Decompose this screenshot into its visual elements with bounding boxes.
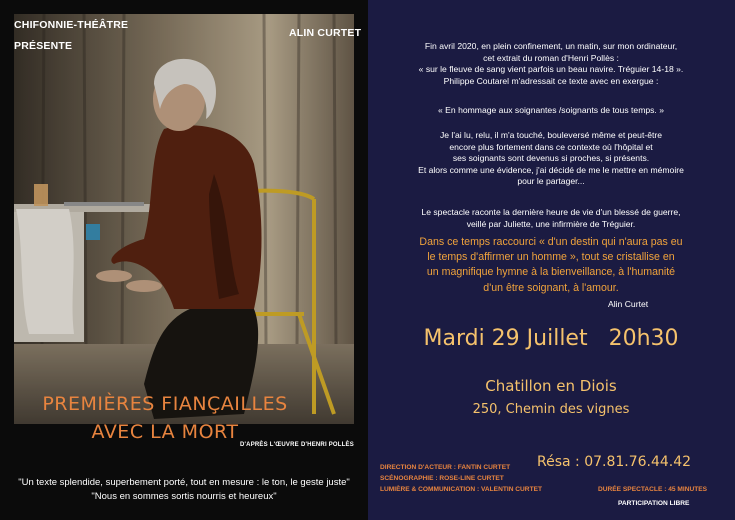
personal-line: Je l'ai lu, relu, il m'a touché, bouleversé même et peut-être — [439, 130, 663, 140]
after-work-author: D'HENRI POLLÈS — [301, 442, 354, 448]
credit-line: LUMIÈRE & COMMUNICATION : VALENTIN CURTET — [380, 486, 543, 493]
participation-label: PARTICIPATION LIBRE — [618, 500, 690, 507]
personal-line: ses soignants sont devenus si proches, si présents. — [452, 153, 650, 164]
highlight-paragraph — [386, 235, 716, 296]
signature: Alin Curtet — [608, 299, 649, 309]
actor-photo-illustration — [14, 14, 354, 424]
presents-label: PRÉSENTE — [14, 40, 73, 52]
personal-line: encore plus fortement dans ce contexte où l'hôpital et — [449, 141, 653, 152]
actor-name: ALIN CURTET — [289, 27, 362, 39]
event-time: 20h30 — [608, 326, 679, 351]
highlight-line: Dans ce temps raccourci « d'un destin qui n'aura pas eu — [419, 236, 683, 248]
intro-paragraph — [386, 41, 716, 87]
synopsis-paragraph — [386, 207, 716, 230]
company-name: CHIFONNIE-THÉÂTRE — [14, 19, 129, 31]
dedication: « En hommage aux soignantes /soignants de tous temps. » — [438, 105, 664, 115]
show-title-line1: PREMIÈRES FIANÇAILLES — [42, 393, 288, 415]
event-place: Chatillon en Diois — [485, 377, 617, 395]
show-title-line2: AVEC LA MORT — [91, 421, 239, 443]
personal-line: Et alors comme une évidence, j'ai décidé de me le mettre en mémoire — [418, 164, 684, 175]
event-address: 250, Chemin des vignes — [472, 402, 630, 417]
after-work-label: D'APRÈS L'ŒUVRE — [240, 442, 299, 448]
intro-line: Fin avril 2020, en plein confinement, un matin, sur mon ordinateur, — [424, 41, 678, 51]
synopsis-line: Le spectacle raconte la dernière heure de vie d'un blessé de guerre, — [421, 207, 681, 217]
personal-line: pour le partager... — [517, 176, 585, 187]
credit-line: DIRECTION D'ACTEUR : FANTIN CURTET — [380, 464, 511, 471]
personal-paragraph — [386, 130, 716, 188]
event-datetime — [386, 326, 716, 351]
event-date: Mardi 29 Juillet — [423, 326, 588, 351]
show-duration: DURÉE SPECTACLE : 45 MINUTES — [598, 486, 708, 493]
highlight-line: d'un être soignant, à l'amour. — [483, 281, 619, 294]
intro-line: cet extrait du roman d'Henri Pollès : — [483, 52, 619, 63]
reservation-phone: Résa : 07.81.76.44.42 — [537, 454, 692, 470]
credit-line: SCÉNOGRAPHIE : ROSE-LINE CURTET — [380, 475, 504, 482]
intro-line: Philippe Coutarel m'adressait ce texte avec en exergue : — [443, 75, 659, 86]
quote-line1: "Un texte splendide, superbement porté, tout en mesure : le ton, le geste juste" — [18, 477, 350, 488]
credits-list — [380, 462, 542, 495]
intro-line: « sur le fleuve de sang vient parfois un beau navire. Tréguier 14-18 ». — [418, 64, 684, 75]
quote-line2: "Nous en sommes sortis nourris et heureux" — [91, 491, 277, 502]
synopsis-line: veillé par Juliette, une infirmière de Tréguier. — [466, 218, 636, 229]
poster-photo — [14, 14, 354, 424]
highlight-line: un magnifique hymne à la bienveillance, à l'humanité — [426, 266, 676, 279]
highlight-line: le temps d'affirmer un homme », tout se cristallise en — [427, 251, 675, 264]
